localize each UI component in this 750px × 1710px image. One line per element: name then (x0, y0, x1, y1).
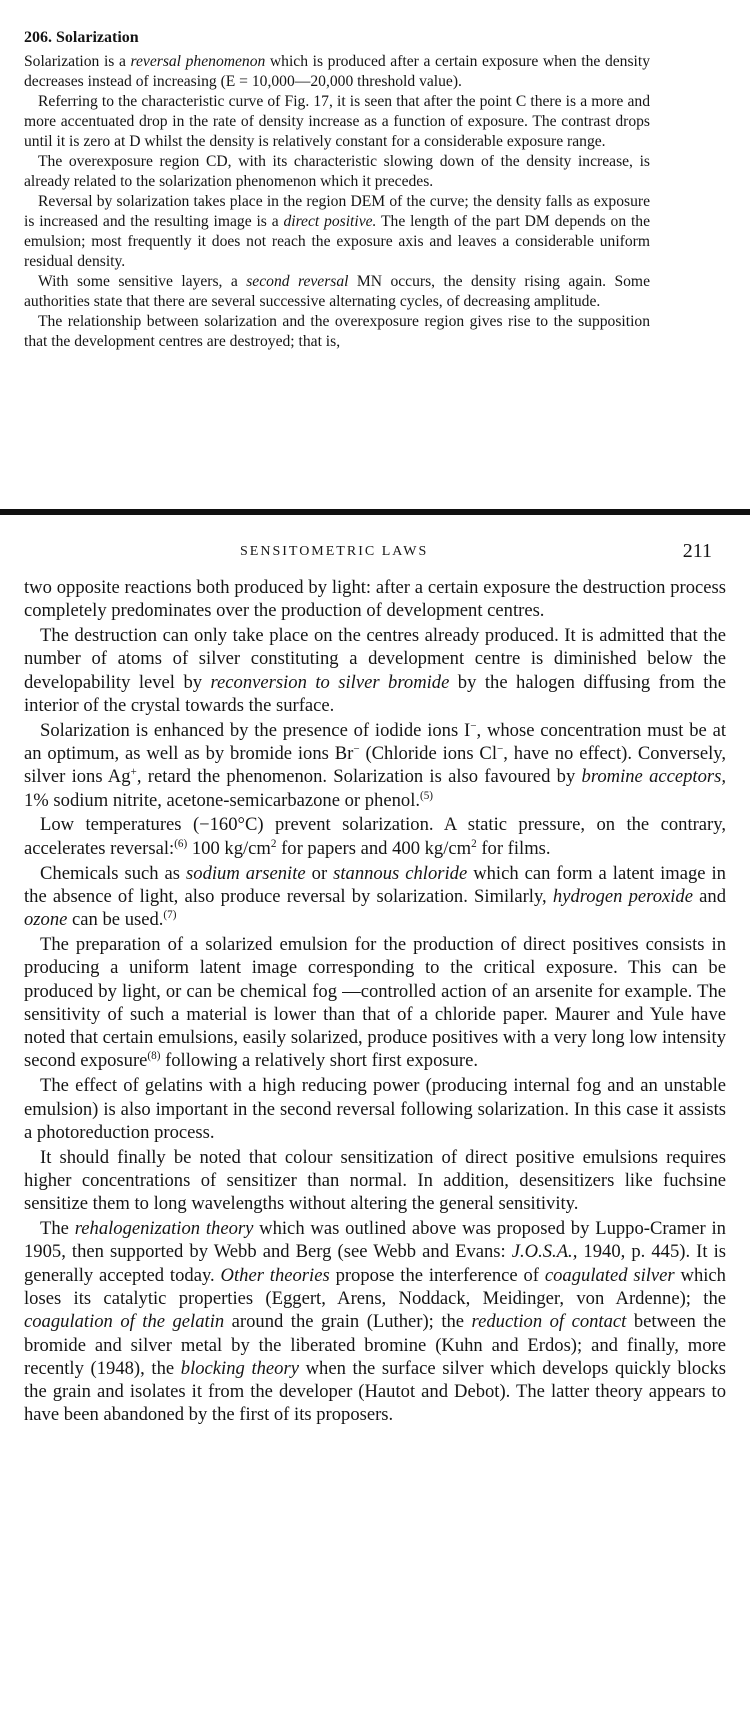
section-heading: 206. Solarization (24, 29, 139, 46)
text-run: which loses its catalytic properties (Eggert, Arens, Noddack, Meidinger, von Ardenne); the (24, 1264, 726, 1309)
running-head: SENSITOMETRIC LAWS (240, 544, 429, 559)
page-number: 211 (682, 540, 712, 562)
paragraph (24, 52, 650, 92)
text-run: MN occurs, the density rising again. Some authorities state that there are several successive alternating cycles, of decreasing amplitude. (24, 273, 650, 310)
text-run: between the bromide and silver metal by the liberated bromine (Kuhn and Erdos); and finally, more recently (1948), the (24, 1311, 726, 1379)
text-run: , retard the phenomenon. Solarization is also favoured by (136, 766, 582, 788)
previous-page-excerpt (24, 22, 650, 352)
text-run: The overexposure region CD, with its characteristic slowing down of the density increase, is already related to the solarization phenomenon which it precedes. (24, 153, 650, 190)
text-run: which can form a latent image in the absence of light, also produce reversal by solarization. Similarly, (24, 862, 726, 907)
italic-text: Other theories (220, 1264, 330, 1286)
page-divider (0, 509, 750, 515)
text-run: can be used. (67, 909, 164, 931)
superscript: (5) (420, 789, 434, 802)
text-run: Referring to the characteristic curve of Fig. 17, it is seen that after the point C there is a more and more accentuated drop in the rate of density increase as a function of exposure. The contrast drops until it is zero at D whilst the density is relatively constant for a considerable exposure range. (24, 93, 650, 150)
italic-text: J.O.S.A., (511, 1241, 578, 1263)
text-run: , whose concentration must be at an optimum, as well as by bromide ions Br (24, 719, 727, 765)
text-run: The effect of gelatins with a high reducing power (producing internal fog and an unstable emulsion) is also important in the second reversal following solarization. In this case it assists a photoreduction process. (24, 1075, 726, 1143)
text-run: It should finally be noted that colour sensitization of direct positive emulsions requires higher concentrations of sensitizer than normal. In addition, desensitizers like fuchsine sensitize them to long wavelengths without altering the general sensitivity. (24, 1146, 726, 1215)
paragraph (24, 1074, 726, 1144)
italic-text: coagulated silver (544, 1264, 675, 1286)
paragraph (24, 272, 650, 312)
italic-text: reduction of contact (471, 1311, 627, 1333)
paragraph (24, 624, 726, 717)
paragraph (24, 92, 650, 152)
italic-text: coagulation of the gelatin (24, 1311, 225, 1333)
text-run: around the grain (Luther); the (224, 1311, 472, 1333)
superscript: + (130, 766, 137, 779)
paragraph (24, 933, 726, 1073)
italic-text: ozone (24, 909, 68, 931)
text-run: which is produced after a certain exposure when the density decreases instead of increasing (E = 10,000—20,000 threshold value). (24, 53, 650, 90)
text-run: following a relatively short first exposure. (160, 1050, 478, 1072)
text-run: Chemicals such as (40, 862, 187, 884)
text-run: The (40, 1218, 75, 1240)
superscript: − (497, 742, 504, 755)
text-run: The relationship between solarization and the overexposure region gives rise to the supposition that the development centres are destroyed; that is, (24, 313, 650, 350)
paragraph (24, 576, 726, 623)
paragraph (24, 719, 726, 812)
italic-text: direct positive. (283, 213, 377, 230)
text-run: or (305, 862, 334, 884)
paragraph (24, 152, 650, 192)
superscript: (6) (174, 837, 188, 850)
text-run: Reversal by solarization takes place in the region DEM of the curve; the density falls as exposure is increased and the resulting image is a (24, 193, 650, 230)
page-body (24, 576, 726, 1428)
text-run: The destruction can only take place on the centres already produced. It is admitted that the number of atoms of silver constituting a development centre is diminished below the developability level by (24, 625, 726, 693)
paragraph (24, 192, 650, 272)
italic-text: second reversal (246, 273, 349, 290)
italic-text: sodium arsenite (186, 862, 306, 884)
page-header (24, 540, 726, 570)
paragraph (24, 1146, 726, 1216)
text-run: and (692, 885, 726, 907)
italic-text: stannous chloride (333, 862, 468, 884)
text-run: Solarization is enhanced by the presence of iodide ions I (40, 719, 471, 741)
superscript: 2 (471, 837, 477, 850)
superscript: (7) (163, 908, 177, 921)
text-run: propose the interference of (329, 1264, 545, 1286)
text-run: Solarization is a (24, 53, 131, 70)
italic-text: reversal phenomenon (130, 53, 266, 70)
text-run: (Chloride ions Cl (359, 743, 497, 765)
italic-text: reconversion to silver bromide (210, 671, 450, 693)
text-run: which was outlined above was proposed by Luppo-Cramer in 1905, then supported by Webb and Berg (see Webb and Evans: (24, 1218, 726, 1263)
italic-text: blocking theory (180, 1357, 299, 1379)
text-run: two opposite reactions both produced by light: after a certain exposure the destruction process completely predominates over the production of development centres. (24, 577, 726, 622)
section-body (24, 52, 650, 352)
text-run: by the halogen diffusing from the interior of the crystal towards the surface. (24, 671, 726, 716)
text-run: when the surface silver which develops quickly blocks the grain and isolates it from the developer (Hautot and Debot). The latter theory appears to have been abandoned by the first of its proposers. (24, 1357, 726, 1426)
superscript: 2 (270, 837, 277, 850)
italic-text: hydrogen peroxide (552, 885, 693, 907)
paragraph (24, 862, 726, 932)
superscript: − (353, 742, 360, 755)
text-run: Low temperatures (−160°C) prevent solarization. A static pressure, on the contrary, accelerates reversal: (24, 814, 726, 859)
paragraph (24, 312, 650, 352)
text-run: for papers and 400 kg/cm (276, 837, 472, 859)
text-run: for films. (476, 837, 551, 859)
text-run: The length of the part DM depends on the emulsion; most frequently it does not reach the exposure axis and leaves a considerable uniform residual density. (24, 213, 650, 270)
text-run: 100 kg/cm (187, 837, 271, 859)
text-run: With some sensitive layers, a (38, 273, 247, 290)
text-run: The preparation of a solarized emulsion for the production of direct positives consists in producing a uniform latent image corresponding to the critical exposure. This can be produced by light, or can be chemical fog —controlled action of an arsenite for example. The sensitivity of such a material is lower than that of a chloride paper. Maurer and Yule have noted that certain emulsions, easily solarized, produce positives with a very long low intensity second exposure (24, 933, 726, 1072)
superscript: (8) (147, 1050, 161, 1063)
text-run: , have no effect). Conversely, silver ions Ag (24, 743, 726, 788)
superscript: − (470, 719, 477, 732)
paragraph (24, 813, 726, 860)
italic-text: bromine acceptors, (581, 766, 726, 788)
italic-text: rehalogenization theory (74, 1218, 254, 1240)
text-run: 1% sodium nitrite, acetone-semicarbazone or phenol. (24, 789, 421, 811)
text-run: 1940, p. 445). It is generally accepted today. (24, 1241, 727, 1286)
paragraph (24, 1217, 726, 1427)
